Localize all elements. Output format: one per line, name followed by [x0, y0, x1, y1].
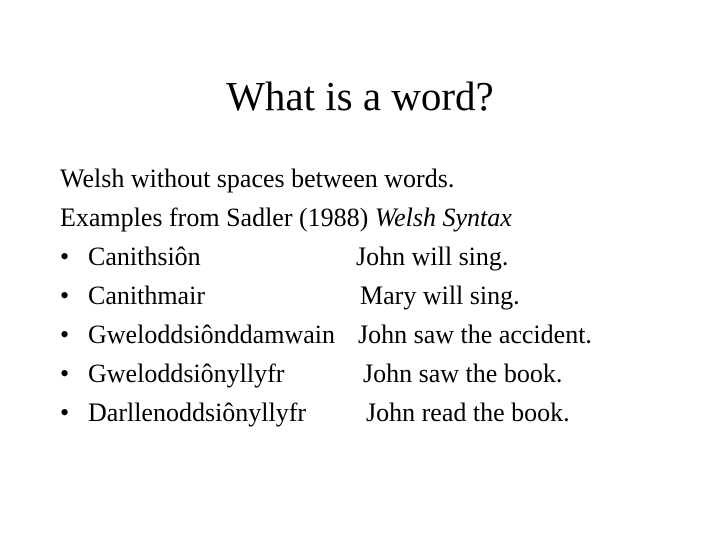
bullet-icon: •: [60, 281, 70, 310]
english-gloss: John will sing.: [356, 242, 509, 271]
bullet-icon: •: [60, 398, 70, 427]
welsh-word: Canithmair: [88, 281, 205, 310]
source-line: [60, 202, 700, 234]
english-gloss: Mary will sing.: [360, 281, 520, 310]
welsh-word: Gweloddsiônddamwain: [88, 320, 335, 349]
welsh-word: Canithsiôn: [88, 242, 201, 271]
welsh-word: Gweloddsiônyllyfr: [88, 359, 285, 388]
english-gloss: John saw the book.: [363, 359, 563, 388]
bullet-icon: •: [60, 359, 70, 388]
source-title: Welsh Syntax: [374, 203, 512, 232]
example-item: [60, 319, 700, 358]
english-gloss: John saw the accident.: [358, 320, 592, 349]
bullet-icon: •: [60, 320, 70, 349]
welsh-word: Darllenoddsiônyllyfr: [88, 398, 307, 427]
examples-list: [60, 241, 700, 436]
example-item: [60, 241, 700, 280]
example-item: [60, 358, 700, 397]
english-gloss: John read the book.: [366, 398, 570, 427]
source-prefix: Examples from Sadler (1988): [60, 203, 375, 232]
example-item: [60, 280, 700, 319]
bullet-icon: •: [60, 242, 70, 271]
slide-title: What is a word?: [226, 73, 494, 119]
example-item: [60, 397, 700, 436]
intro-line: Welsh without spaces between words.: [60, 164, 455, 193]
